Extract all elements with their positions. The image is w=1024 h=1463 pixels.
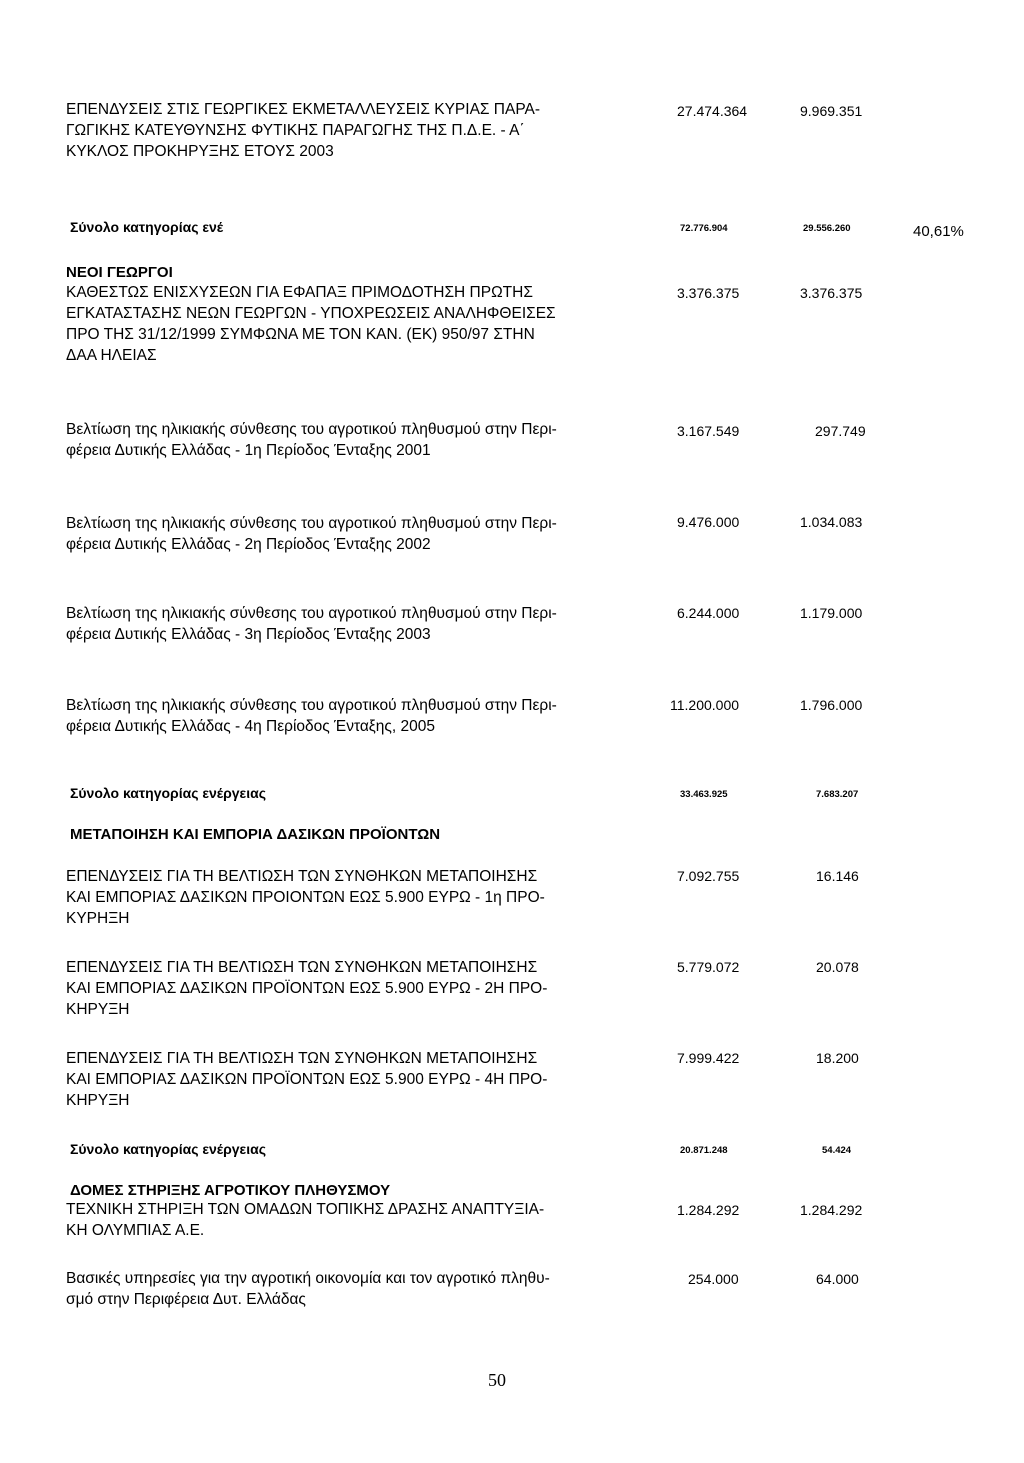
amount-public: 18.200 — [816, 1050, 859, 1066]
line: ΓΩΓΙΚΗΣ ΚΑΤΕΥΘΥΝΣΗΣ ΦΥΤΙΚΗΣ ΠΑΡΑΓΩΓΗΣ ΤΗΣ Π.Δ.Ε. - Α΄ — [66, 122, 525, 139]
category-percentage: 40,61% — [913, 223, 964, 240]
section-heading: ΜΕΤΑΠΟΙΗΣΗ ΚΑΙ ΕΜΠΟΡΙΑ ΔΑΣΙΚΩΝ ΠΡΟΪΟΝΤΩΝ — [70, 826, 441, 843]
amount-public: 20.078 — [816, 959, 859, 975]
line: φέρεια Δυτικής Ελλάδας - 1η Περίοδος Ένταξης 2001 — [66, 442, 431, 459]
amount-total: 11.200.000 — [670, 697, 740, 713]
category-total-public: 7.683.207 — [816, 789, 859, 800]
line: ΕΓΚΑΤΑΣΤΑΣΗΣ ΝΕΩΝ ΓΕΩΡΓΩΝ - ΥΠΟΧΡΕΩΣΕΙΣ ΑΝΑΛΗΦΘΕΙΣΕΣ — [66, 305, 556, 322]
category-total-label: Σύνολο κατηγορίας ενέ — [70, 219, 224, 235]
line: φέρεια Δυτικής Ελλάδας - 2η Περίοδος Ένταξης 2002 — [66, 536, 431, 553]
line: ΚΑΙ ΕΜΠΟΡΙΑΣ ΔΑΣΙΚΩΝ ΠΡΟΙΟΝΤΩΝ ΕΩΣ 5.900 ΕΥΡΩ - 1η ΠΡΟ- — [66, 889, 545, 906]
entry-description — [66, 1048, 656, 1111]
amount-total: 7.999.422 — [677, 1050, 740, 1066]
line: ΚΥΚΛΟΣ ΠΡΟΚΗΡΥΞΗΣ ΕΤΟΥΣ 2003 — [66, 143, 334, 160]
line: ΚΑΙ ΕΜΠΟΡΙΑΣ ΔΑΣΙΚΩΝ ΠΡΟΪΟΝΤΩΝ ΕΩΣ 5.900 ΕΥΡΩ - 4Η ΠΡΟ- — [66, 1071, 548, 1088]
line: ΚΗ ΟΛΥΜΠΙΑΣ Α.Ε. — [66, 1222, 205, 1239]
line: ΚΑΘΕΣΤΩΣ ΕΝΙΣΧΥΣΕΩΝ ΓΙΑ ΕΦΑΠΑΞ ΠΡΙΜΟΔΟΤΗΣΗ ΠΡΩΤΗΣ — [66, 284, 533, 301]
line: Βελτίωση της ηλικιακής σύνθεσης του αγροτικού πληθυσμού στην Περι- — [66, 421, 557, 438]
line: φέρεια Δυτικής Ελλάδας - 4η Περίοδος Ένταξης, 2005 — [66, 718, 435, 735]
entry-description — [66, 282, 656, 366]
line: ΚΥΡΗΞΗ — [66, 910, 130, 927]
entry-description — [66, 1199, 656, 1241]
category-total-amount: 20.871.248 — [680, 1145, 728, 1156]
line: ΕΠΕΝΔΥΣΕΙΣ ΓΙΑ ΤΗ ΒΕΛΤΙΩΣΗ ΤΩΝ ΣΥΝΘΗΚΩΝ ΜΕΤΑΠΟΙΗΣΗΣ — [66, 959, 538, 976]
entry-description — [66, 695, 656, 737]
amount-public: 1.179.000 — [800, 605, 863, 621]
line: Βασικές υπηρεσίες για την αγροτική οικονομία και τον αγροτικό πληθυ- — [66, 1270, 550, 1287]
amount-public: 3.376.375 — [800, 285, 863, 301]
amount-total: 7.092.755 — [677, 868, 740, 884]
entry-description — [66, 866, 656, 929]
line: Βελτίωση της ηλικιακής σύνθεσης του αγροτικού πληθυσμού στην Περι- — [66, 697, 557, 714]
category-total-amount: 72.776.904 — [680, 223, 728, 234]
amount-public: 64.000 — [816, 1271, 859, 1287]
amount-public: 1.034.083 — [800, 514, 863, 530]
amount-public: 16.146 — [816, 868, 859, 884]
line: Βελτίωση της ηλικιακής σύνθεσης του αγροτικού πληθυσμού στην Περι- — [66, 515, 557, 532]
line: ΕΠΕΝΔΥΣΕΙΣ ΓΙΑ ΤΗ ΒΕΛΤΙΩΣΗ ΤΩΝ ΣΥΝΘΗΚΩΝ ΜΕΤΑΠΟΙΗΣΗΣ — [66, 1050, 538, 1067]
amount-total: 27.474.364 — [677, 103, 748, 119]
amount-total: 6.244.000 — [677, 605, 740, 621]
line: ΕΠΕΝΔΥΣΕΙΣ ΓΙΑ ΤΗ ΒΕΛΤΙΩΣΗ ΤΩΝ ΣΥΝΘΗΚΩΝ ΜΕΤΑΠΟΙΗΣΗΣ — [66, 868, 538, 885]
entry-description — [66, 1268, 656, 1310]
line: ΕΠΕΝΔΥΣΕΙΣ ΣΤΙΣ ΓΕΩΡΓΙΚΕΣ ΕΚΜΕΤΑΛΛΕΥΣΕΙΣ ΚΥΡΙΑΣ ΠΑΡΑ- — [66, 101, 541, 118]
amount-total: 9.476.000 — [677, 514, 740, 530]
amount-total: 1.284.292 — [677, 1202, 740, 1218]
entry-description — [66, 99, 656, 162]
amount-public: 1.284.292 — [800, 1202, 863, 1218]
line: ΤΕΧΝΙΚΗ ΣΤΗΡΙΞΗ ΤΩΝ ΟΜΑΔΩΝ ΤΟΠΙΚΗΣ ΔΡΑΣΗΣ ΑΝΑΠΤΥΞΙΑ- — [66, 1201, 545, 1218]
line: σμό στην Περιφέρεια Δυτ. Ελλάδας — [66, 1291, 306, 1308]
amount-total: 3.376.375 — [677, 285, 740, 301]
line: ΔΑΑ ΗΛΕΙΑΣ — [66, 347, 157, 364]
section-heading: ΝΕΟΙ ΓΕΩΡΓΟΙ — [66, 264, 173, 281]
section-heading: ΔΟΜΕΣ ΣΤΗΡΙΞΗΣ ΑΓΡΟΤΙΚΟΥ ΠΛΗΘΥΣΜΟΥ — [70, 1182, 391, 1199]
amount-total: 3.167.549 — [677, 423, 740, 439]
category-total-label: Σύνολο κατηγορίας ενέργειας — [70, 1141, 266, 1157]
entry-description — [66, 957, 656, 1020]
line: ΚΗΡΥΞΗ — [66, 1092, 130, 1109]
page-number: 50 — [488, 1370, 506, 1390]
category-total-public: 54.424 — [822, 1145, 852, 1156]
line: Βελτίωση της ηλικιακής σύνθεσης του αγροτικού πληθυσμού στην Περι- — [66, 605, 557, 622]
category-total-public: 29.556.260 — [803, 223, 851, 234]
amount-public: 1.796.000 — [800, 697, 863, 713]
line: ΚΑΙ ΕΜΠΟΡΙΑΣ ΔΑΣΙΚΩΝ ΠΡΟΪΟΝΤΩΝ ΕΩΣ 5.900 ΕΥΡΩ - 2Η ΠΡΟ- — [66, 980, 548, 997]
line: ΠΡΟ ΤΗΣ 31/12/1999 ΣΥΜΦΩΝΑ ΜΕ ΤΟΝ ΚΑΝ. (ΕΚ) 950/97 ΣΤΗΝ — [66, 326, 535, 343]
line: ΚΗΡΥΞΗ — [66, 1001, 130, 1018]
category-total-amount: 33.463.925 — [680, 789, 728, 800]
entry-description — [66, 603, 656, 645]
category-total-label: Σύνολο κατηγορίας ενέργειας — [70, 785, 266, 801]
amount-total: 254.000 — [688, 1271, 739, 1287]
entry-description — [66, 513, 656, 555]
amount-total: 5.779.072 — [677, 959, 740, 975]
line: φέρεια Δυτικής Ελλάδας - 3η Περίοδος Ένταξης 2003 — [66, 626, 431, 643]
entry-description — [66, 419, 656, 461]
amount-public: 9.969.351 — [800, 103, 863, 119]
amount-public: 297.749 — [815, 423, 866, 439]
